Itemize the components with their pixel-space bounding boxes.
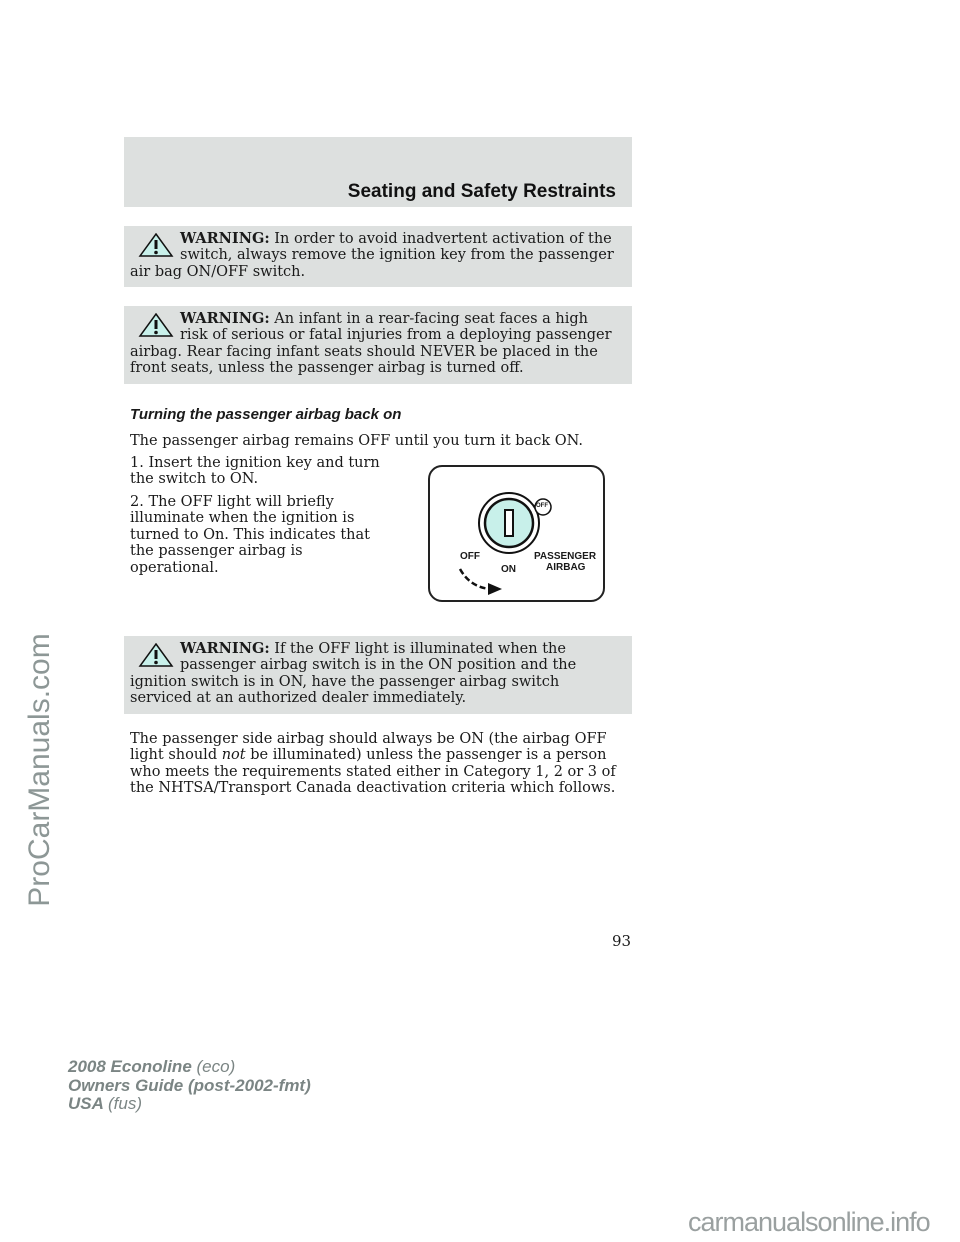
footer-model-code: (eco) [196, 1057, 236, 1076]
off-position-label: OFF [460, 551, 480, 562]
warning-text: In order to avoid inadvertent activation of the switch, always remove the ignition key from the passenger air bag ON/OFF switch. [130, 231, 614, 280]
side-watermark: ProCarManuals.com [23, 633, 56, 907]
warning-text: An infant in a rear-facing seat faces a high risk of serious or fatal injuries from a deploying passenger airbag. Rear facing infant seats should NEVER be placed in the front seats, unless the passenger airbag is turned off. [130, 311, 612, 377]
airbag-label: AIRBAG [546, 562, 586, 573]
footer-market-code: (fus) [108, 1094, 142, 1113]
closing-text: The passenger side airbag should always be ON (the airbag OFF light should [130, 731, 607, 764]
warning-label: WARNING: [180, 640, 270, 657]
warning-triangle-icon [138, 313, 174, 337]
passenger-label: PASSENGER [534, 551, 597, 562]
on-position-label: ON [501, 564, 516, 575]
page-header [124, 137, 632, 207]
footer [68, 1058, 311, 1114]
airbag-switch-illustration [428, 465, 605, 602]
warning-label: WARNING: [180, 310, 270, 327]
warning-label: WARNING: [180, 230, 270, 247]
warning-box [124, 306, 632, 384]
page-number: 93 [612, 932, 632, 950]
off-lamp-label: OFF [536, 503, 548, 509]
footer-model: 2008 Econoline [68, 1057, 192, 1076]
section-heading: Turning the passenger airbag back on [130, 406, 402, 423]
step-2: 2. The OFF light will briefly illuminate when the ignition is turned to On. This indicates that the passenger airbag is operational. [130, 494, 370, 576]
warning-box [124, 226, 632, 287]
warning-text: If the OFF light is illuminated when the passenger airbag switch is in the ON position and the ignition switch is in ON, have the passenger airbag switch serviced at an authorized dealer immediately. [130, 641, 577, 707]
bottom-watermark: carmanualsonline.info [688, 1207, 930, 1237]
page-title: Seating and Safety Restraints [347, 181, 616, 202]
step-1: 1. Insert the ignition key and turn the switch to ON. [130, 455, 380, 488]
ignition-switch-icon [430, 467, 603, 600]
closing-paragraph [130, 731, 630, 797]
closing-text: be illuminated) unless the passenger is a person who meets the requirements stated either in Category 1, 2 or 3 of the NHTSA/Transport Canada deactivation criteria which follows. [130, 747, 616, 797]
intro-text: The passenger airbag remains OFF until you turn it back ON. [130, 433, 583, 449]
footer-market: USA [68, 1094, 104, 1113]
warning-box [124, 636, 632, 714]
warning-triangle-icon [138, 233, 174, 257]
warning-triangle-icon [138, 643, 174, 667]
footer-guide: Owners Guide (post-2002-fmt) [68, 1075, 311, 1095]
closing-emphasis: not [221, 747, 246, 764]
